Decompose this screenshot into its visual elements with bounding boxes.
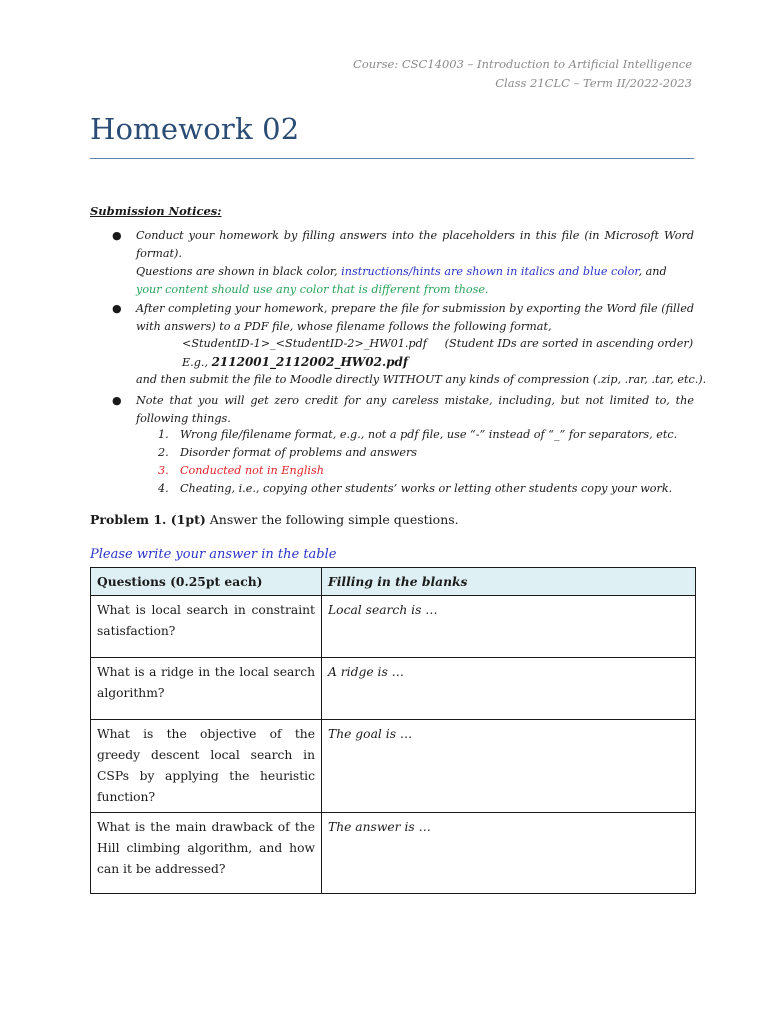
- color-note-end: .: [485, 283, 489, 296]
- notice-bullet-1-line1: Conduct your homework by filling answers into the placeholders in this file (in Microsoft Word format).: [136, 229, 694, 260]
- table-row: [91, 813, 696, 894]
- penalty-item-text: Wrong file/filename format, e.g., not a pdf file, use “-” instead of “_” for separators, etc.: [180, 428, 678, 441]
- table-header-row: [91, 568, 696, 596]
- blue-hint-text: instructions/hints are shown in italics and blue color: [341, 265, 639, 278]
- answer-cell[interactable]: Local search is …: [322, 596, 696, 658]
- penalty-item-1: [158, 428, 677, 441]
- penalty-item-number: 3.: [158, 464, 169, 477]
- answer-cell[interactable]: A ridge is …: [322, 658, 696, 720]
- question-cell: What is a ridge in the local search algorithm?: [91, 658, 322, 720]
- penalty-item-text: Conducted not in English: [180, 464, 324, 477]
- table-row: [91, 658, 696, 720]
- filename-example-line: [182, 355, 408, 369]
- notice-bullet-2-text: After completing your homework, prepare the file for submission by exporting the Word file (filled with answers) to a PDF file, whose filename follows the following format,: [136, 302, 694, 333]
- submit-instruction-line: and then submit the file to Moodle directly WITHOUT any kinds of compression (.zip, .rar, .tar, etc.).: [136, 373, 707, 386]
- color-note-mid: , and: [638, 265, 667, 278]
- answers-column-header: Filling in the blanks: [322, 568, 696, 596]
- notice-bullet-3: [112, 392, 694, 428]
- penalty-item-number: 1.: [158, 428, 169, 441]
- problem-1-text: Answer the following simple questions.: [205, 512, 459, 527]
- notices-heading: [90, 204, 222, 218]
- example-prefix: E.g.,: [182, 356, 212, 369]
- problem-1-statement: [90, 512, 459, 527]
- notice-bullet-2: [112, 300, 694, 336]
- notice-bullet-1: [112, 227, 694, 299]
- penalty-item-text: Cheating, i.e., copying other students’ works or letting other students copy your work.: [180, 482, 673, 495]
- class-line: Class 21CLC – Term II/2022-2023: [495, 76, 692, 90]
- page-title: Homework 02: [90, 112, 300, 146]
- example-filename: 2112001_2112002_HW02.pdf: [211, 355, 409, 369]
- notice-bullet-1-text: [136, 227, 694, 299]
- notice-bullet-1-line2: [136, 263, 694, 299]
- answer-cell[interactable]: The answer is …: [322, 813, 696, 894]
- table-row: [91, 596, 696, 658]
- table-row: [91, 720, 696, 813]
- bullet-dot: ●: [112, 302, 122, 315]
- notices-heading-text: Submission Notices: [90, 204, 218, 218]
- answer-cell[interactable]: The goal is …: [322, 720, 696, 813]
- question-cell: What is the main drawback of the Hill climbing algorithm, and how can it be addressed?: [91, 813, 322, 894]
- questions-column-header: Questions (0.25pt each): [91, 568, 322, 596]
- bullet-dot: ●: [112, 394, 122, 407]
- notices-heading-colon: :: [217, 204, 222, 218]
- filename-format-line: <StudentID-1>_<StudentID-2>_HW01.pdf (Student IDs are sorted in ascending order): [182, 337, 694, 350]
- green-content-text: your content should use any color that is different from those: [136, 283, 486, 296]
- penalty-item-number: 4.: [158, 482, 169, 495]
- penalty-item-4: [158, 482, 672, 495]
- notice-bullet-3-text: Note that you will get zero credit for any careless mistake, including, but not limited to, the following things.: [136, 394, 694, 425]
- penalty-item-2: [158, 446, 417, 459]
- penalty-item-number: 2.: [158, 446, 169, 459]
- course-line: Course: CSC14003 – Introduction to Artificial Intelligence: [353, 57, 692, 71]
- color-note-prefix: Questions are shown in black color,: [136, 265, 342, 278]
- bullet-dot: ●: [112, 229, 122, 242]
- problem-1-label: Problem 1. (1pt): [90, 512, 206, 527]
- question-cell: What is local search in constraint satisfaction?: [91, 596, 322, 658]
- penalty-item-3: [158, 464, 324, 477]
- penalty-item-text: Disorder format of problems and answers: [180, 446, 418, 459]
- question-cell: What is the objective of the greedy descent local search in CSPs by applying the heuristic function?: [91, 720, 322, 813]
- table-caption: Please write your answer in the table: [90, 547, 337, 562]
- course-header: [353, 55, 692, 93]
- answer-table: [90, 567, 696, 894]
- title-divider: [90, 158, 694, 159]
